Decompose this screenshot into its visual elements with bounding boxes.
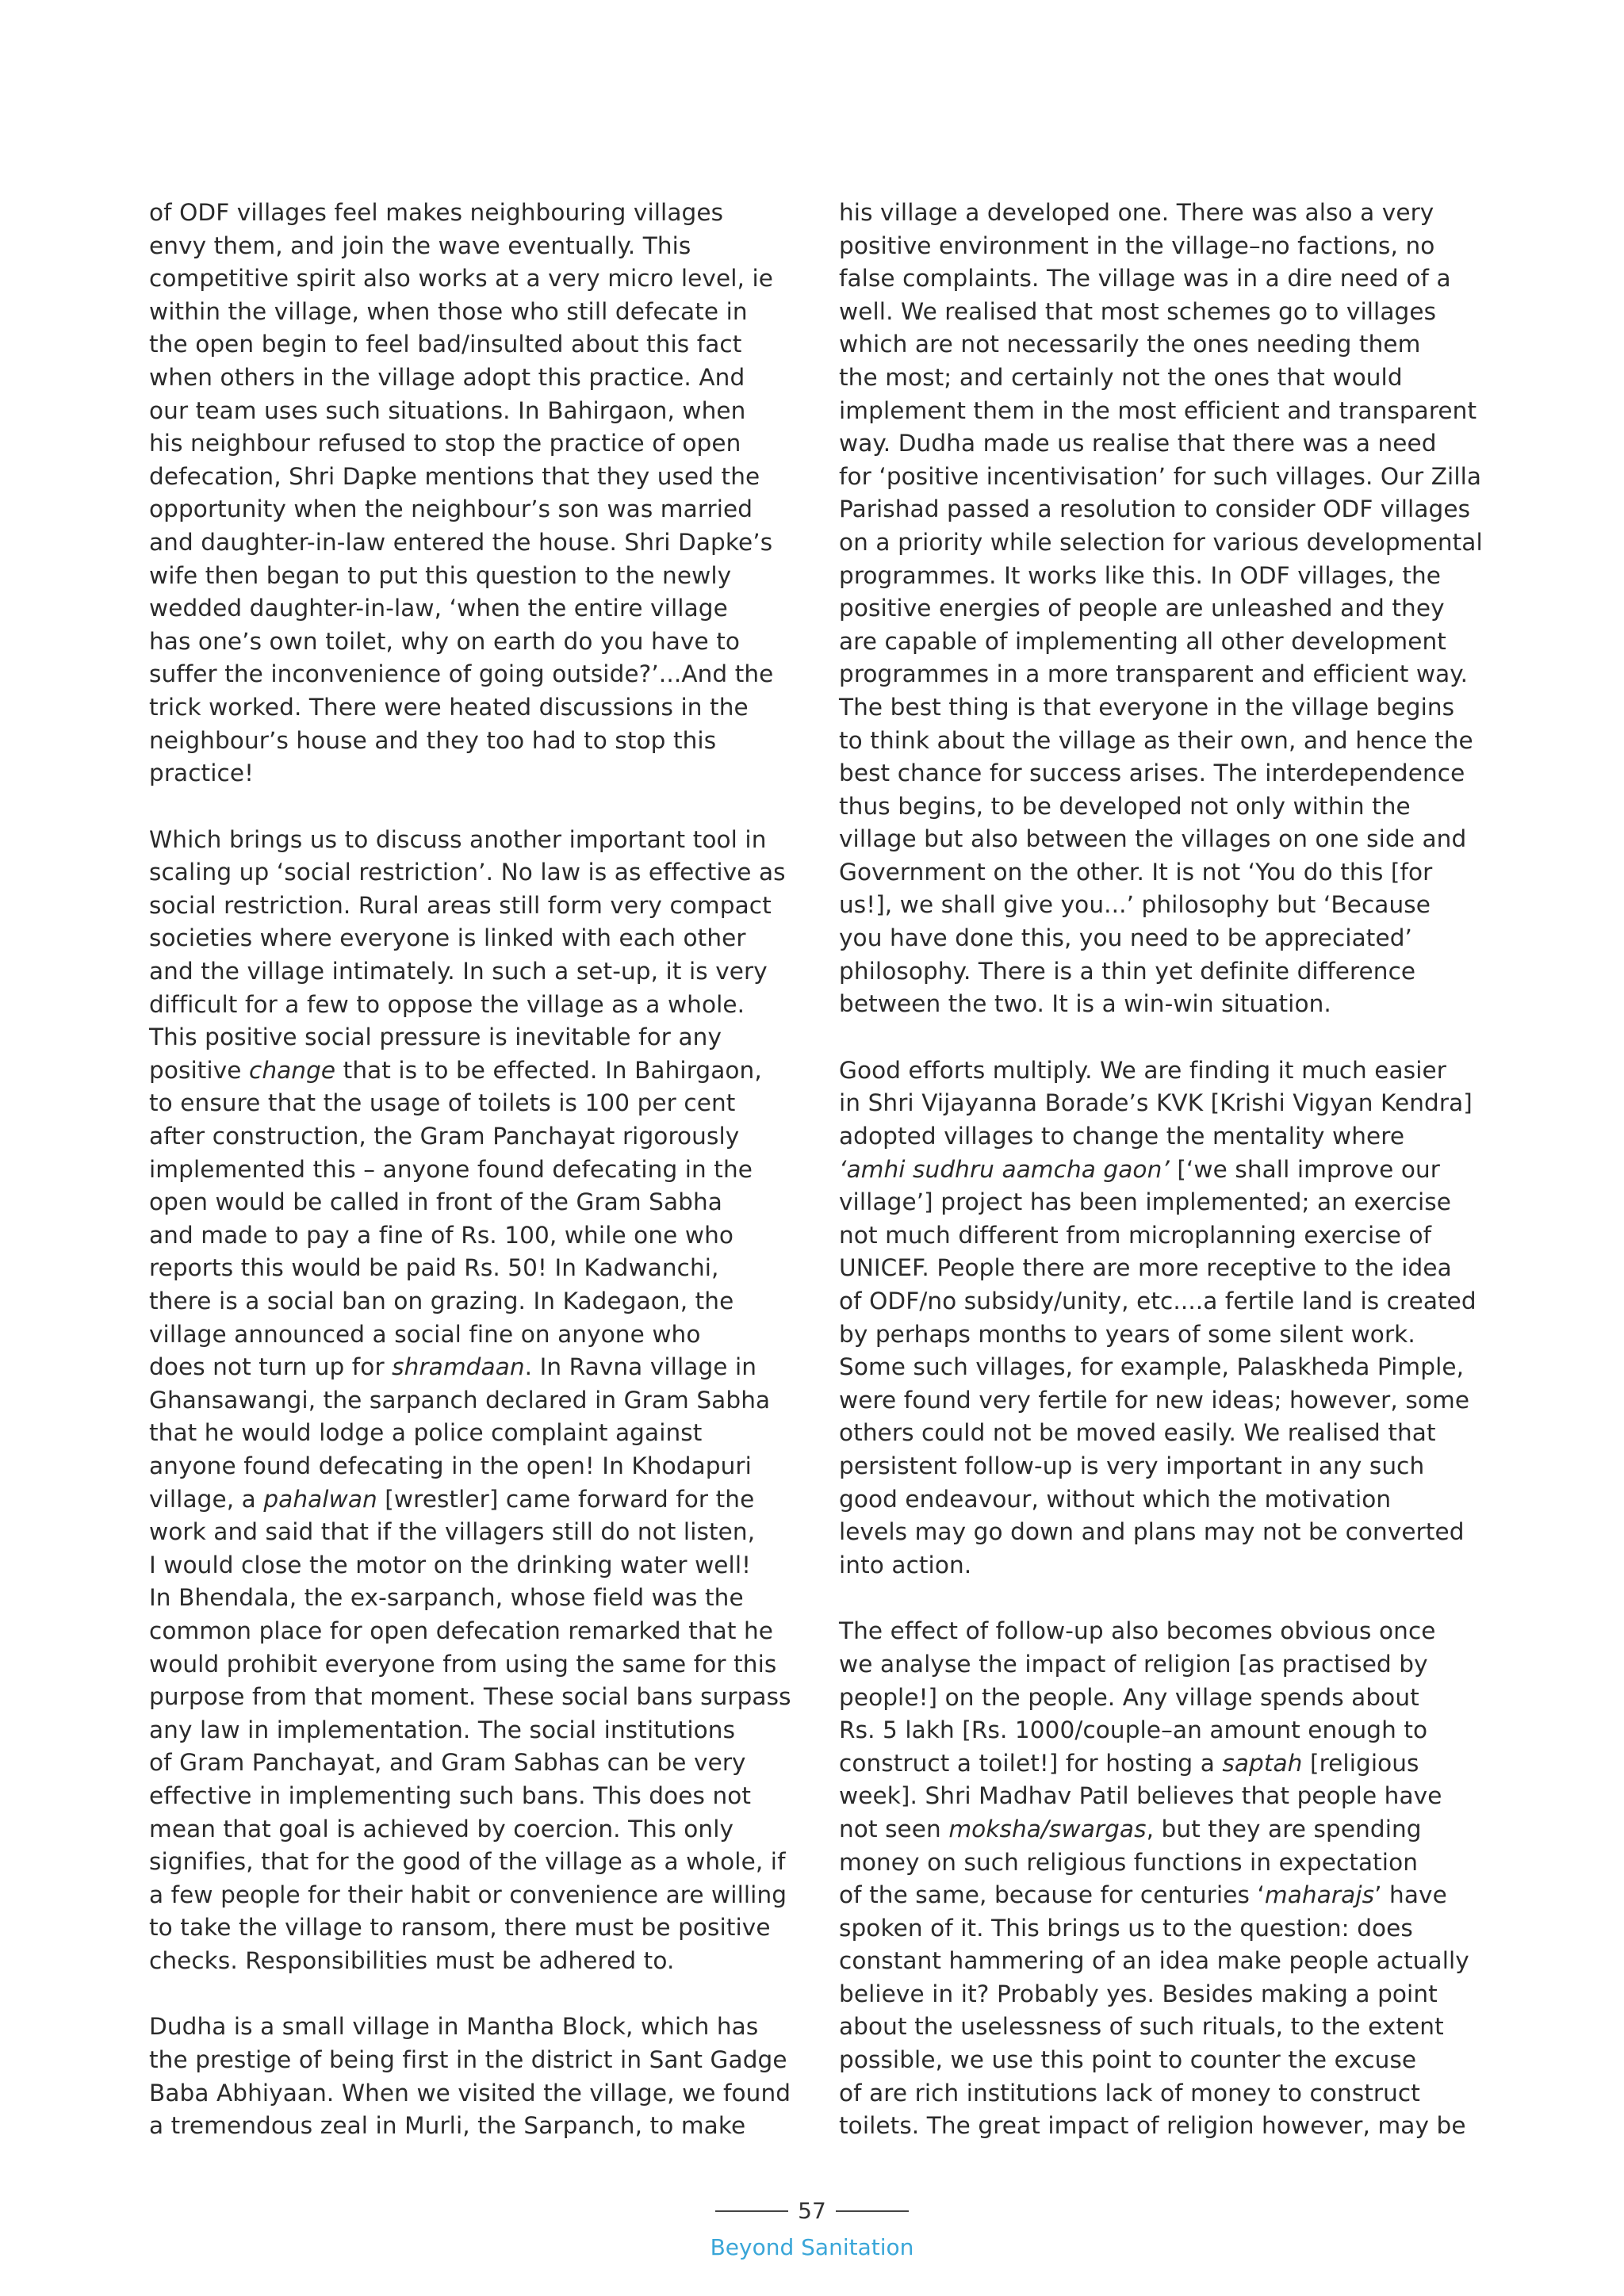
paragraph [839,1615,1497,2143]
running-title: Beyond Sanitation [710,2234,914,2260]
text-run: [wrestler] came forward for the work and said that if the villagers still do not listen, I would close the motor on the drinking water well! In Bhendala, the ex-sarpanch, whose field was the common place for open defecation remarked that he would prohibit everyone from using the same for this purpose from that moment. These social bans surpass any law in implementation. The social institutions of Gram Panchayat, and Gram Sabhas can be very effective in implementing such bans. This does not mean that goal is achieved by coercion. This only signifies, that for the good of the village as a whole, if a few people for their habit or convenience are willing to take the village to ransom, there must be positive checks. Responsibilities must be adhered to. [149,1485,791,1974]
paragraph: his village a developed one. There was also a very positive environment in the village–no factions, no false complaints. The village was in a dire need of a well. We realised that most schemes go to villages which are not necessarily the ones needing them the most; and certainly not the ones that would implement them in the most efficient and transparent way. Dudha made us realise that there was a need for ‘positive incentivisation’ for such villages. Our Zilla Parishad passed a resolution to consider ODF villages on a priority while selection for various developmental programmes. It works like this. In ODF villages, the positive energies of people are unleashed and they are capable of implementing all other development programmes in a more transparent and efficient way. The best thing is that everyone in the village begins to think about the village as their own, and hence the best chance for success arises. The interdependence thus begins, to be developed not only within the village but also between the villages on one side and Government on the other. It is not ‘You do this [for us!], we shall give you...’ philosophy but ‘Because you have done this, you need to be appreciated’ philosophy. There is a thin yet definite difference between the two. It is a win-win situation. [839,199,1483,1018]
paragraph [149,824,807,1978]
right-column [839,197,1497,2143]
text-run: [‘we shall improve our village’] project has been implemented; an exercise not much different from microplanning exercise of UNICEF. People there are more receptive to the idea of ODF/no subsidy/unity, etc....a fertile land is created by perhaps months to years of some silent work. Some such villages, for example, Palaskheda Pimple, were found very fertile for new ideas; however, some others could not be moved easily. We realised that persistent follow-up is very important in any such good endeavour, without which the motivation levels may go down and plans may not be converted into action. [839,1155,1477,1578]
left-column [149,197,807,2143]
italic-term: pahalwan [263,1485,377,1513]
italic-term: ‘amhi sudhru aamcha gaon’ [839,1155,1170,1183]
text-run: ’ have spoken of it. This brings us to the question: does constant hammering of an idea make people actually believe in it? Probably yes. Besides making a point about the uselessness of such rituals, to the extent possible, we use this point to counter the excuse of are rich institutions lack of money to construct toilets. The great impact of religion however, may be [839,1881,1469,2140]
text-run: [religious week]. Shri Madhav Patil believes that people have not seen [839,1749,1442,1843]
divider [836,2210,909,2212]
italic-term: moksha/swargas [948,1815,1147,1843]
italic-term: maharajs [1264,1881,1375,1909]
text-run: The effect of follow-up also becomes obvious once we analyse the impact of religion [as practised by people!] on the people. Any village spends about Rs. 5 lakh [Rs. 1000/couple–an amount enough to construct a toilet!] for hosting a [839,1617,1436,1777]
italic-term: shramdaan [392,1353,525,1381]
text-run: . In Ravna village in Ghansawangi, the sarpanch declared in Gram Sabha that he would lodge a police complaint against anyone found defecating in the open! In Khodapuri village, a [149,1353,771,1513]
paragraph: of ODF villages feel makes neighbouring villages envy them, and join the wave eventually. This competitive spirit also works at a very micro level, ie within the village, when those who still defecate in the open begin to feel bad/insulted about this fact when others in the village adopt this practice. And our team uses such situations. In Bahirgaon, when his neighbour refused to stop the practice of open defecation, Shri Dapke mentions that they used the opportunity when the neighbour’s son was married and daughter-in-law entered the house. Shri Dapke’s wife then began to put this question to the newly wedded daughter-in-law, ‘when the entire village has one’s own toilet, why on earth do you have to suffer the inconvenience of going outside?’...And the trick worked. There were heated discussions in the neighbour’s house and they too had to stop this practice! [149,199,774,787]
paragraph [839,1054,1497,1582]
italic-term: saptah [1222,1749,1303,1777]
text-run: , but they are spending money on such religious functions in expectation of the same, because for centuries ‘ [839,1815,1422,1909]
page-footer [0,2198,1624,2224]
divider [715,2210,788,2212]
paragraph: Dudha is a small village in Mantha Block, which has the prestige of being first in the district in Sant Gadge Baba Abhiyaan. When we visited the village, we found a tremendous zeal in Murli, the Sarpanch, to make [149,2013,791,2140]
text-run: Good efforts multiply. We are finding it much easier in Shri Vijayanna Borade’s KVK [Krishi Vigyan Kendra] adopted villages to change the mentality where [839,1056,1473,1150]
page-number: 57 [798,2198,826,2224]
text-run: that is to be effected. In Bahirgaon, to ensure that the usage of toilets is 100 per cent after construction, the Gram Panchayat rigorously implemented this – anyone found defecating in the open would be called in front of the Gram Sabha and made to pay a fine of Rs. 100, while one who reports this would be paid Rs. 50! In Kadwanchi, there is a social ban on grazing. In Kadegaon, the village announced a social fine on anyone who does not turn up for [149,1056,762,1381]
text-run: Which brings us to discuss another important tool in scaling up ‘social restriction’. No law is as effective as social restriction. Rural areas still form very compact societies where everyone is linked with each other and the village intimately. In such a set-up, it is very difficult for a few to oppose the village as a whole. This positive social pressure is inevitable for any positive [149,825,786,1084]
italic-term: change [249,1056,336,1084]
